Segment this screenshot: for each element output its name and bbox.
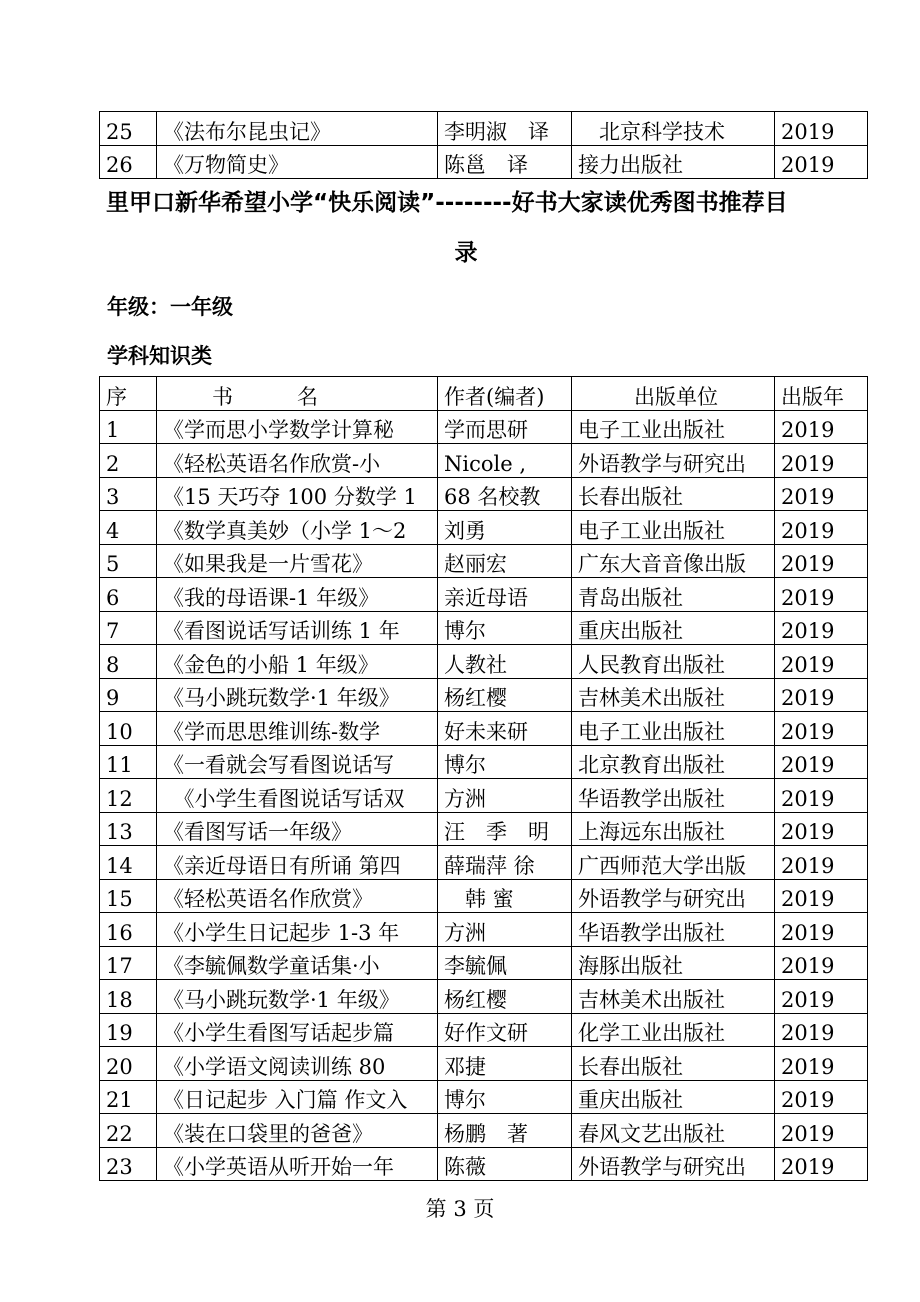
cell-author: 博尔 xyxy=(438,745,572,779)
heading-line-1: 里甲口新华希望小学“快乐阅读”--------好书大家读优秀图书推荐目 xyxy=(106,190,788,216)
cell-no: 18 xyxy=(100,980,157,1014)
cell-title: 《小学生看图说话写话双 xyxy=(157,779,438,813)
cell-title: 《学而思思维训练-数学 xyxy=(157,712,438,746)
cell-title: 《亲近母语日有所诵 第四 xyxy=(157,846,438,880)
cell-author: 陈邕 译 xyxy=(438,145,572,179)
table-row xyxy=(100,444,868,478)
cell-author: 韩 蜜 xyxy=(438,879,572,913)
continued-book-table xyxy=(99,111,868,179)
table-row xyxy=(100,1147,868,1181)
cell-author: 赵丽宏 xyxy=(438,544,572,578)
cell-title: 《看图说话写话训练 1 年 xyxy=(157,611,438,645)
cell-author: 亲近母语 xyxy=(438,578,572,612)
cell-title: 《日记起步 入门篇 作文入 xyxy=(157,1080,438,1114)
cell-no: 19 xyxy=(100,1013,157,1047)
table-row xyxy=(100,846,868,880)
cell-publisher: 华语教学出版社 xyxy=(572,779,775,813)
cell-year: 2019 xyxy=(775,578,868,612)
cell-publisher: 电子工业出版社 xyxy=(572,410,775,444)
cell-year: 2019 xyxy=(775,846,868,880)
cell-author: 方洲 xyxy=(438,779,572,813)
cell-publisher: 长春出版社 xyxy=(572,1047,775,1081)
cell-publisher: 上海远东出版社 xyxy=(572,812,775,846)
cell-year: 2019 xyxy=(775,678,868,712)
table-row xyxy=(100,779,868,813)
cell-no: 22 xyxy=(100,1114,157,1148)
table-row xyxy=(100,1047,868,1081)
cell-no: 12 xyxy=(100,779,157,813)
header-publisher: 出版单位 xyxy=(572,377,775,411)
cell-author: 68 名校教 xyxy=(438,477,572,511)
cell-title: 《如果我是一片雪花》 xyxy=(157,544,438,578)
cell-publisher: 广西师范大学出版 xyxy=(572,846,775,880)
cell-publisher: 青岛出版社 xyxy=(572,578,775,612)
cell-publisher: 春风文艺出版社 xyxy=(572,1114,775,1148)
cell-no: 8 xyxy=(100,645,157,679)
header-author: 作者(编者) xyxy=(438,377,572,411)
category-label: 学科知识类 xyxy=(107,344,212,368)
cell-author: 李毓佩 xyxy=(438,946,572,980)
cell-author: 博尔 xyxy=(438,1080,572,1114)
table-row xyxy=(100,1080,868,1114)
cell-publisher: 吉林美术出版社 xyxy=(572,678,775,712)
table-row xyxy=(100,645,868,679)
cell-no: 4 xyxy=(100,511,157,545)
cell-no: 2 xyxy=(100,444,157,478)
cell-title: 《学而思小学数学计算秘 xyxy=(157,410,438,444)
cell-no: 16 xyxy=(100,913,157,947)
cell-author: 好未来研 xyxy=(438,712,572,746)
cell-publisher: 北京教育出版社 xyxy=(572,745,775,779)
cell-no: 13 xyxy=(100,812,157,846)
cell-no: 21 xyxy=(100,1080,157,1114)
cell-author: 杨红樱 xyxy=(438,980,572,1014)
cell-year: 2019 xyxy=(775,812,868,846)
cell-no: 9 xyxy=(100,678,157,712)
cell-title: 《轻松英语名作欣赏-小 xyxy=(157,444,438,478)
cell-no: 6 xyxy=(100,578,157,612)
cell-title: 《法布尔昆虫记》 xyxy=(157,112,438,146)
cell-title: 《装在口袋里的爸爸》 xyxy=(157,1114,438,1148)
cell-title: 《万物简史》 xyxy=(157,145,438,179)
table-header-row xyxy=(100,377,868,411)
cell-year: 2019 xyxy=(775,980,868,1014)
cell-author: 人教社 xyxy=(438,645,572,679)
cell-no: 14 xyxy=(100,846,157,880)
cell-year: 2019 xyxy=(775,477,868,511)
table-row xyxy=(100,544,868,578)
cell-title: 《看图写话一年级》 xyxy=(157,812,438,846)
cell-author: 刘勇 xyxy=(438,511,572,545)
cell-publisher: 电子工业出版社 xyxy=(572,712,775,746)
cell-title: 《金色的小船 1 年级》 xyxy=(157,645,438,679)
table-row xyxy=(100,578,868,612)
cell-year: 2019 xyxy=(775,946,868,980)
cell-publisher: 电子工业出版社 xyxy=(572,511,775,545)
cell-title: 《马小跳玩数学·1 年级》 xyxy=(157,980,438,1014)
cell-author: 方洲 xyxy=(438,913,572,947)
cell-publisher: 重庆出版社 xyxy=(572,611,775,645)
cell-no: 10 xyxy=(100,712,157,746)
cell-year: 2019 xyxy=(775,544,868,578)
table-row xyxy=(100,1114,868,1148)
cell-title: 《我的母语课-1 年级》 xyxy=(157,578,438,612)
table-row xyxy=(100,477,868,511)
cell-year: 2019 xyxy=(775,611,868,645)
cell-publisher: 广东大音音像出版 xyxy=(572,544,775,578)
header-title: 书 名 xyxy=(157,377,438,411)
cell-year: 2019 xyxy=(775,1013,868,1047)
cell-author: 博尔 xyxy=(438,611,572,645)
cell-author: 学而思研 xyxy=(438,410,572,444)
cell-year: 2019 xyxy=(775,145,868,179)
cell-publisher: 接力出版社 xyxy=(572,145,775,179)
cell-no: 7 xyxy=(100,611,157,645)
cell-year: 2019 xyxy=(775,410,868,444)
table-row xyxy=(100,812,868,846)
cell-publisher: 外语教学与研究出 xyxy=(572,1147,775,1181)
table-row xyxy=(100,712,868,746)
cell-title: 《小学生日记起步 1-3 年 xyxy=(157,913,438,947)
cell-no: 15 xyxy=(100,879,157,913)
cell-no: 11 xyxy=(100,745,157,779)
cell-year: 2019 xyxy=(775,1080,868,1114)
cell-author: 杨红樱 xyxy=(438,678,572,712)
cell-year: 2019 xyxy=(775,112,868,146)
table-row xyxy=(100,678,868,712)
cell-publisher: 人民教育出版社 xyxy=(572,645,775,679)
cell-title: 《数学真美妙（小学 1～2 xyxy=(157,511,438,545)
cell-no: 17 xyxy=(100,946,157,980)
cell-year: 2019 xyxy=(775,779,868,813)
cell-no: 25 xyxy=(100,112,157,146)
table-row xyxy=(100,946,868,980)
cell-title: 《小学生看图写话起步篇 xyxy=(157,1013,438,1047)
page-number: 第 3 页 xyxy=(425,1197,495,1221)
cell-author: 薛瑞萍 徐 xyxy=(438,846,572,880)
cell-no: 23 xyxy=(100,1147,157,1181)
cell-title: 《轻松英语名作欣赏》 xyxy=(157,879,438,913)
cell-author: 杨鹏 著 xyxy=(438,1114,572,1148)
cell-year: 2019 xyxy=(775,511,868,545)
book-recommendation-table xyxy=(99,376,868,1181)
table-row xyxy=(100,611,868,645)
cell-author: 好作文研 xyxy=(438,1013,572,1047)
cell-publisher: 外语教学与研究出 xyxy=(572,444,775,478)
cell-author: 陈薇 xyxy=(438,1147,572,1181)
cell-year: 2019 xyxy=(775,444,868,478)
cell-title: 《李毓佩数学童话集·小 xyxy=(157,946,438,980)
table-row xyxy=(100,745,868,779)
table-row xyxy=(100,511,868,545)
cell-title: 《15 天巧夺 100 分数学 1 xyxy=(157,477,438,511)
cell-publisher: 长春出版社 xyxy=(572,477,775,511)
table-row xyxy=(100,980,868,1014)
header-no: 序 xyxy=(100,377,157,411)
cell-year: 2019 xyxy=(775,645,868,679)
cell-no: 5 xyxy=(100,544,157,578)
cell-no: 1 xyxy=(100,410,157,444)
table-row xyxy=(100,913,868,947)
cell-year: 2019 xyxy=(775,712,868,746)
cell-publisher: 吉林美术出版社 xyxy=(572,980,775,1014)
cell-title: 《马小跳玩数学·1 年级》 xyxy=(157,678,438,712)
cell-publisher: 北京科学技术 xyxy=(572,112,775,146)
cell-no: 20 xyxy=(100,1047,157,1081)
table-row xyxy=(100,112,868,146)
cell-title: 《小学语文阅读训练 80 xyxy=(157,1047,438,1081)
cell-year: 2019 xyxy=(775,879,868,913)
grade-label: 年级：一年级 xyxy=(107,295,233,319)
header-year: 出版年 xyxy=(775,377,868,411)
page-heading xyxy=(106,178,826,278)
cell-author: 李明淑 译 xyxy=(438,112,572,146)
cell-no: 26 xyxy=(100,145,157,179)
cell-author: 汪 季 明 xyxy=(438,812,572,846)
cell-year: 2019 xyxy=(775,1147,868,1181)
cell-author: 邓捷 xyxy=(438,1047,572,1081)
cell-publisher: 海豚出版社 xyxy=(572,946,775,980)
table-row xyxy=(100,879,868,913)
cell-publisher: 化学工业出版社 xyxy=(572,1013,775,1047)
cell-no: 3 xyxy=(100,477,157,511)
cell-title: 《一看就会写看图说话写 xyxy=(157,745,438,779)
cell-year: 2019 xyxy=(775,1047,868,1081)
cell-publisher: 重庆出版社 xyxy=(572,1080,775,1114)
cell-author: Nicole , xyxy=(438,444,572,478)
cell-publisher: 华语教学出版社 xyxy=(572,913,775,947)
cell-year: 2019 xyxy=(775,1114,868,1148)
table-row xyxy=(100,145,868,179)
cell-publisher: 外语教学与研究出 xyxy=(572,879,775,913)
table-row xyxy=(100,1013,868,1047)
heading-line-2: 录 xyxy=(454,240,478,266)
cell-year: 2019 xyxy=(775,745,868,779)
cell-year: 2019 xyxy=(775,913,868,947)
cell-title: 《小学英语从听开始一年 xyxy=(157,1147,438,1181)
table-row xyxy=(100,410,868,444)
